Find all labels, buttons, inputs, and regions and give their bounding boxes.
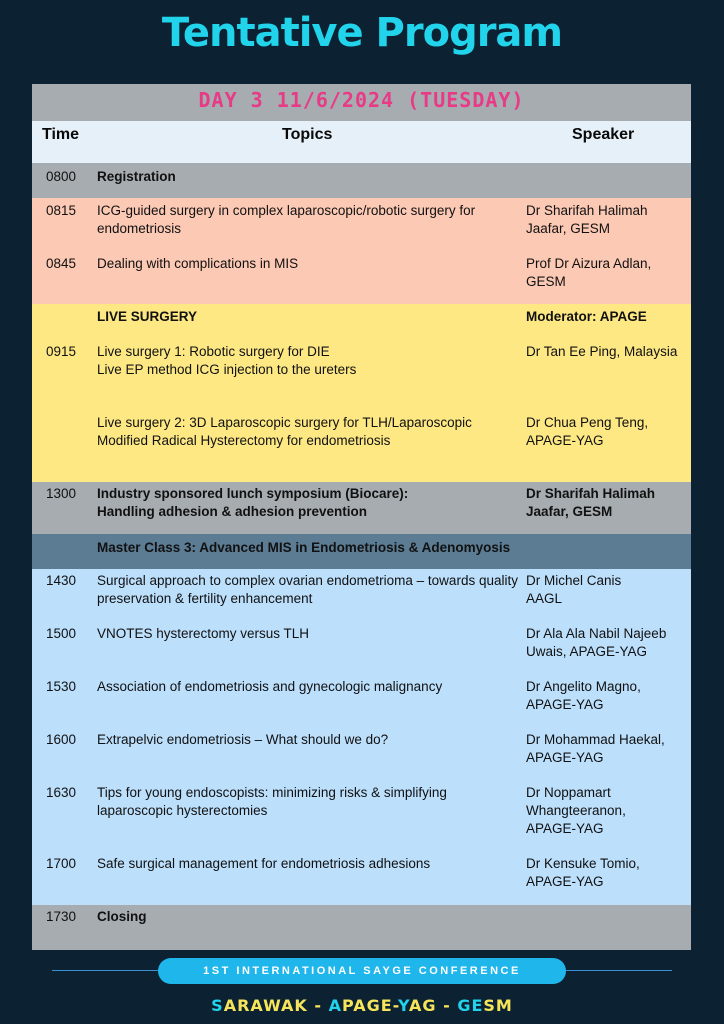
time-cell: 0815 bbox=[46, 203, 77, 218]
topic-cell: Surgical approach to complex ovarian endometrioma – towards quality preservation & fertility enhancement bbox=[97, 573, 518, 606]
speaker-cell: Dr Sharifah Halimah bbox=[526, 486, 656, 501]
speaker-cell: Whangteeranon, bbox=[526, 803, 626, 818]
topic-cell: Closing bbox=[97, 909, 147, 924]
time-cell: 0800 bbox=[46, 169, 77, 184]
topic-cell: Industry sponsored lunch symposium (Biocare): bbox=[97, 486, 409, 501]
speaker-cell: AAGL bbox=[526, 591, 563, 606]
time-cell: 0845 bbox=[46, 256, 77, 271]
topic-cell: Handling adhesion & adhesion prevention bbox=[97, 504, 368, 519]
topic-cell: Safe surgical management for endometriosis adhesions bbox=[97, 856, 431, 871]
time-cell: 1730 bbox=[46, 909, 77, 924]
conference-banner: 1ST INTERNATIONAL SAYGE CONFERENCE bbox=[158, 958, 566, 984]
page-title: Tentative Program bbox=[161, 10, 563, 56]
time-cell: 1430 bbox=[46, 573, 77, 588]
time-cell: 1300 bbox=[46, 486, 77, 501]
column-topics: Topics bbox=[282, 126, 333, 143]
speaker-cell: Moderator: APAGE bbox=[526, 309, 647, 324]
topic-cell: Live surgery 2: 3D Laparoscopic surgery for TLH/Laparoscopic Modified Radical Hysterectomy for endometriosis bbox=[97, 415, 472, 448]
speaker-cell: Dr Sharifah Halimah Jaafar, GESM bbox=[526, 203, 648, 236]
speaker-cell: Prof Dr Aizura Adlan, GESM bbox=[526, 256, 652, 289]
speaker-cell: Dr Mohammad Haekal, APAGE-YAG bbox=[526, 732, 665, 765]
topic-cell: ICG-guided surgery in complex laparoscopic/robotic surgery for endometriosis bbox=[97, 203, 476, 236]
speaker-cell: Dr Chua Peng Teng, APAGE-YAG bbox=[526, 415, 649, 448]
topic-cell: Tips for young endoscopists: minimizing risks & simplifying laparoscopic hysterectomies bbox=[97, 785, 447, 818]
topic-cell: VNOTES hysterectomy versus TLH bbox=[97, 626, 310, 641]
topic-cell: Live EP method ICG injection to the ureters bbox=[97, 362, 357, 377]
time-cell: 1600 bbox=[46, 732, 77, 747]
time-cell: 1500 bbox=[46, 626, 77, 641]
speaker-cell: Jaafar, GESM bbox=[526, 504, 613, 519]
speaker-cell: Dr Ala Ala Nabil Najeeb Uwais, APAGE-YAG bbox=[526, 626, 667, 659]
time-cell: 1530 bbox=[46, 679, 77, 694]
speaker-cell: Dr Michel Canis bbox=[526, 573, 622, 588]
speaker-cell: Dr Tan Ee Ping, Malaysia bbox=[526, 344, 678, 359]
time-cell: 1700 bbox=[46, 856, 77, 871]
program-table bbox=[32, 84, 691, 950]
topic-cell: LIVE SURGERY bbox=[97, 309, 198, 324]
day-header: DAY 3 11/6/2024 (TUESDAY) bbox=[32, 84, 691, 120]
topic-cell: Association of endometriosis and gynecologic malignancy bbox=[97, 679, 443, 694]
table-row bbox=[32, 304, 691, 482]
topic-cell: Live surgery 1: Robotic surgery for DIE bbox=[97, 344, 330, 359]
column-header-row bbox=[32, 121, 691, 163]
topic-cell: Master Class 3: Advanced MIS in Endometriosis & Adenomyosis bbox=[97, 540, 511, 555]
topic-cell: Registration bbox=[97, 169, 176, 184]
topic-cell: Dealing with complications in MIS bbox=[97, 256, 299, 271]
column-time: Time bbox=[42, 126, 80, 143]
speaker-cell: Dr Angelito Magno, APAGE-YAG bbox=[526, 679, 641, 712]
speaker-cell: Dr Noppamart bbox=[526, 785, 611, 800]
speaker-cell: APAGE-YAG bbox=[526, 821, 604, 836]
speaker-cell: Dr Kensuke Tomio, APAGE-YAG bbox=[526, 856, 640, 889]
time-cell: 0915 bbox=[46, 344, 77, 359]
column-speaker: Speaker bbox=[572, 126, 635, 143]
topic-cell: Extrapelvic endometriosis – What should we do? bbox=[97, 732, 389, 747]
organizer-tagline: SARAWAK - APAGE-YAG - GESM bbox=[211, 996, 513, 1015]
time-cell: 1630 bbox=[46, 785, 77, 800]
